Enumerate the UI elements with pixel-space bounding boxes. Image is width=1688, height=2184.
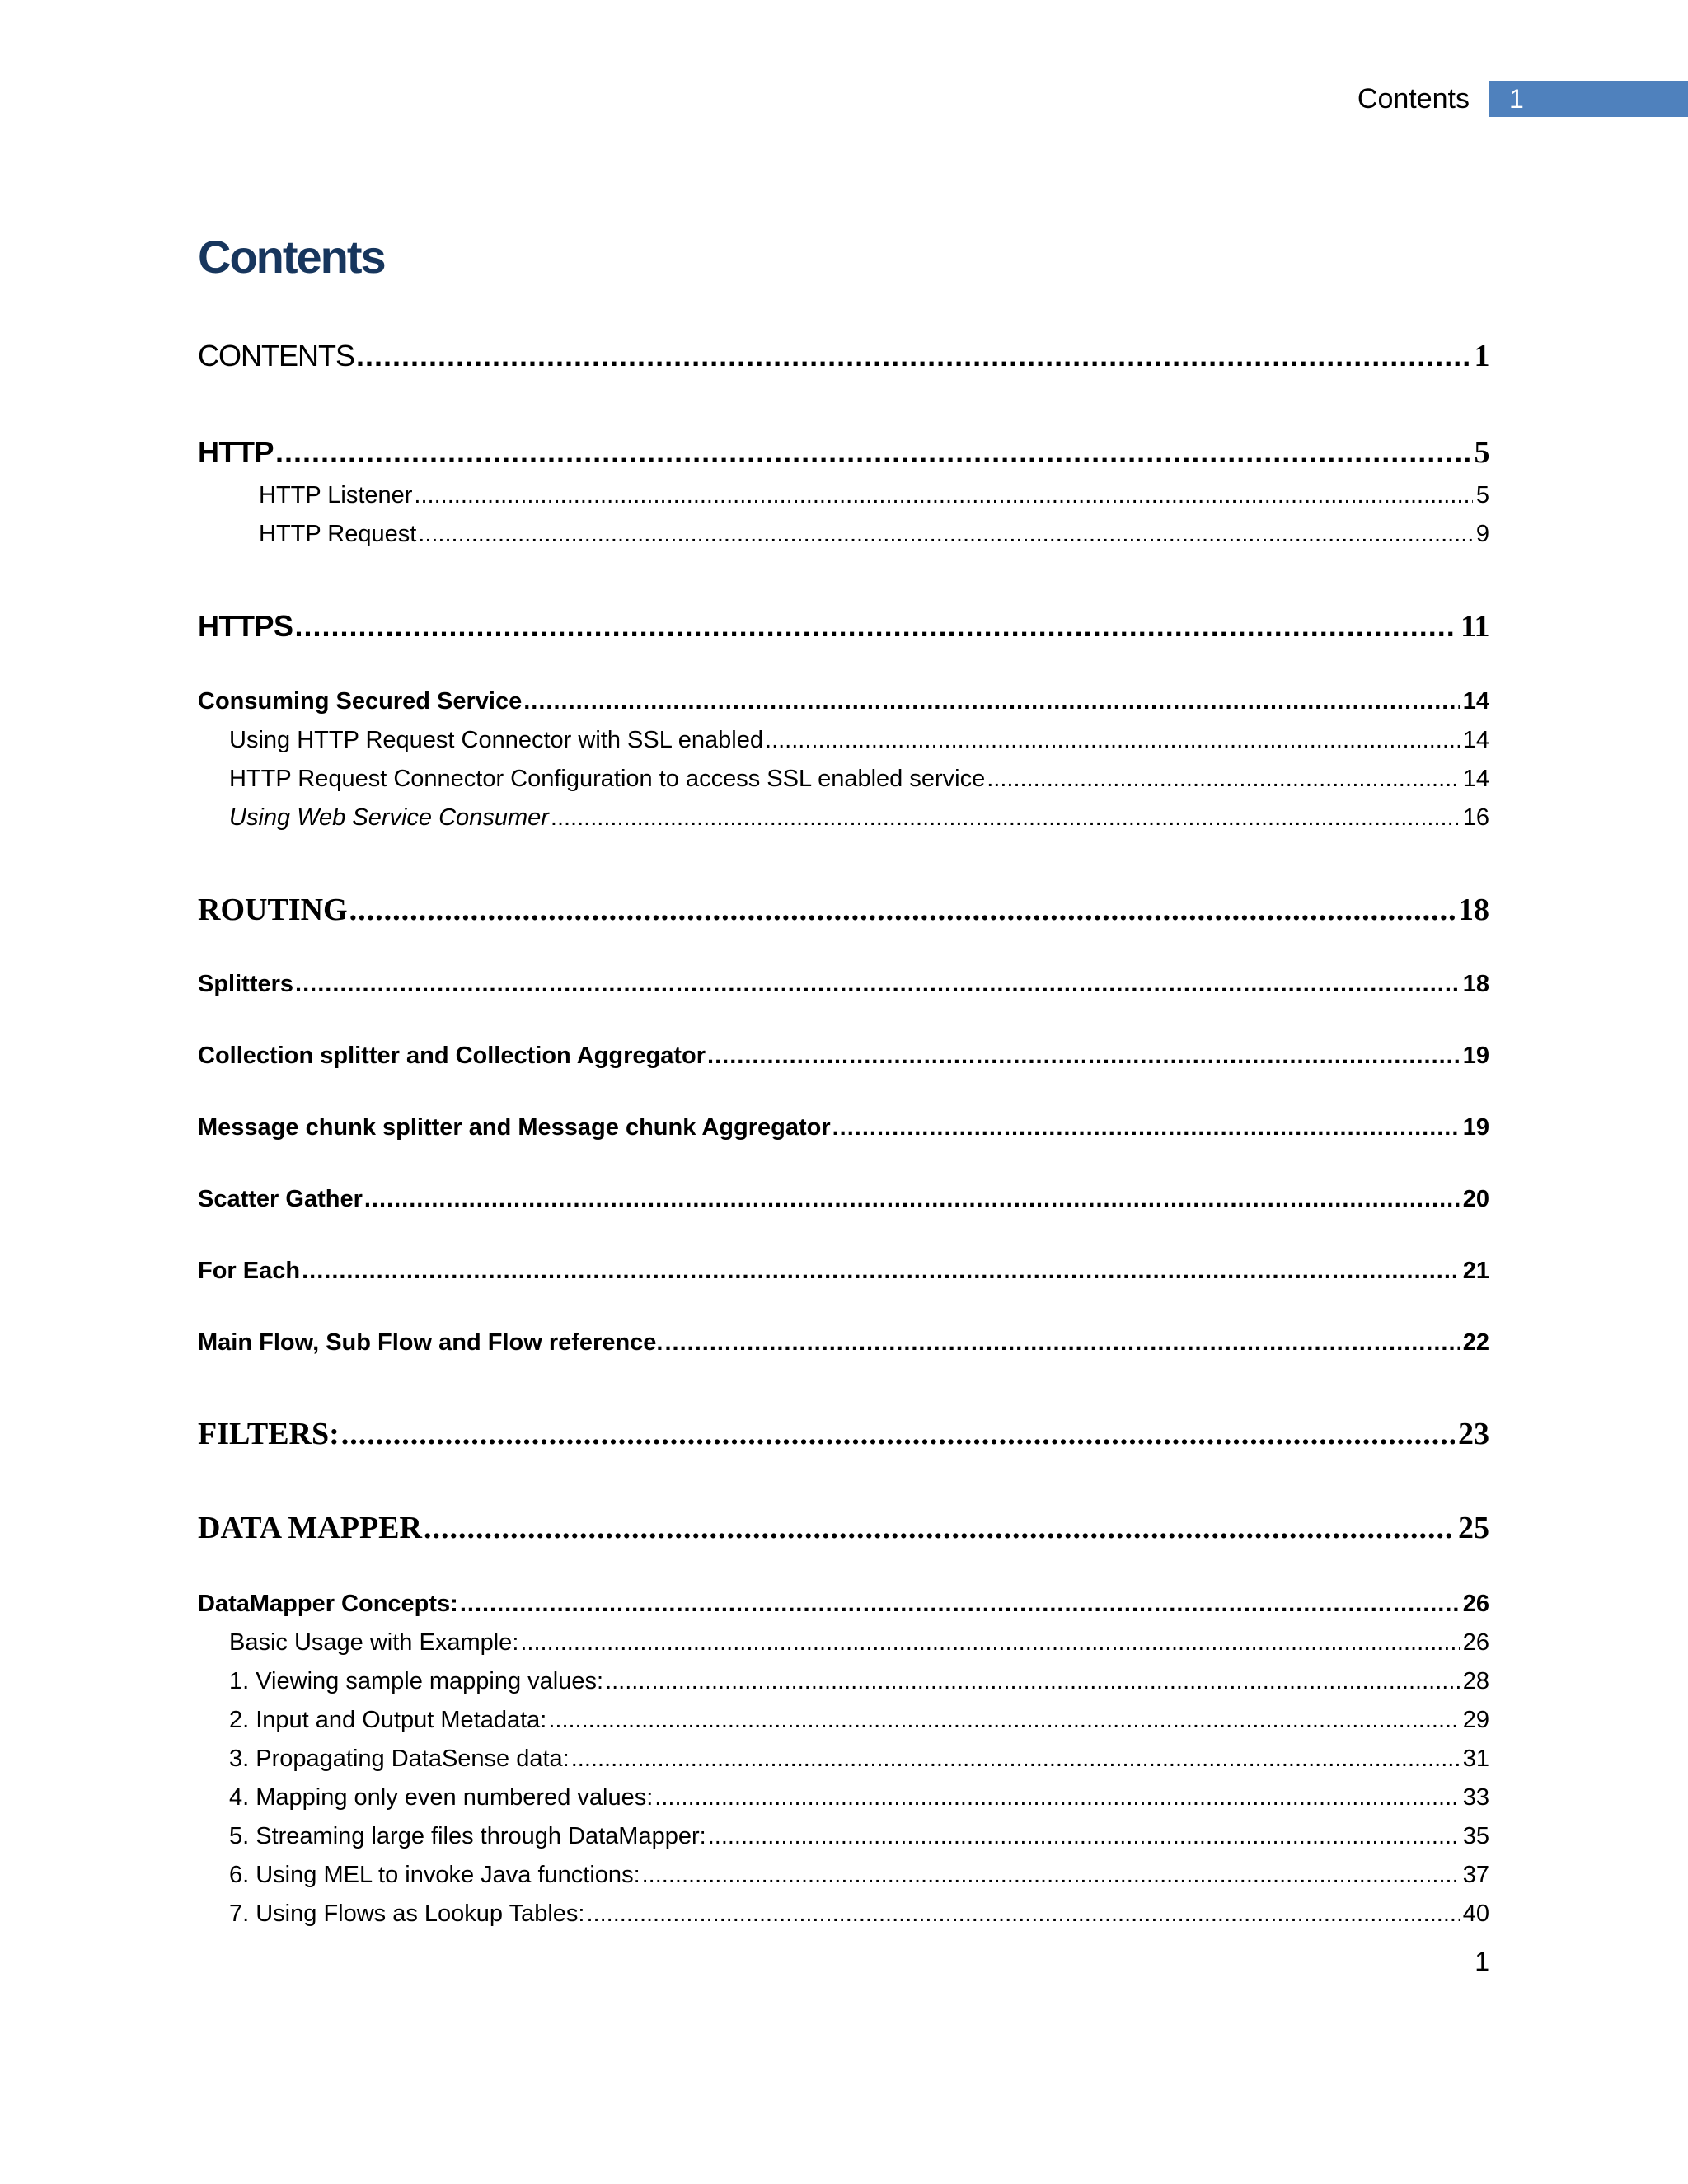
toc-entry-http-listener[interactable] — [259, 482, 1489, 509]
toc-entry-label: Main Flow, Sub Flow and Flow reference. — [198, 1329, 663, 1356]
dot-leader — [349, 892, 1455, 928]
toc-entry-page: 1 — [1474, 339, 1489, 373]
toc-entry-page: 21 — [1462, 1258, 1489, 1284]
toc-entry-label: HTTPS — [198, 609, 293, 643]
dot-leader — [707, 1043, 1460, 1070]
toc-entry-page: 35 — [1462, 1823, 1489, 1849]
toc-entry-page: 37 — [1462, 1862, 1489, 1888]
toc-entry-page: 28 — [1462, 1668, 1489, 1694]
toc-entry-consuming-secured-service[interactable] — [198, 688, 1489, 715]
dot-leader — [571, 1746, 1460, 1773]
toc-entry-label: DATA MAPPER — [198, 1511, 422, 1545]
toc-entry-page: 26 — [1462, 1591, 1489, 1617]
toc-entry-datamapper-concepts[interactable] — [198, 1591, 1489, 1618]
toc-entry-label: 7. Using Flows as Lookup Tables: — [229, 1900, 585, 1927]
toc-entry-scatter-gather[interactable] — [198, 1186, 1489, 1213]
toc-entry-label: For Each — [198, 1258, 301, 1284]
header-page-number: 1 — [1489, 81, 1688, 117]
dot-leader — [295, 971, 1460, 998]
toc-entry-contents[interactable] — [198, 338, 1489, 374]
toc-entry-page: 33 — [1462, 1784, 1489, 1811]
toc-entry-page: 9 — [1475, 521, 1489, 547]
dot-leader — [364, 1186, 1460, 1213]
toc-entry-basic-usage[interactable] — [229, 1629, 1489, 1657]
dot-leader — [605, 1668, 1460, 1695]
toc-entry-label: HTTP Listener — [259, 482, 413, 509]
toc-entry-page: 5 — [1475, 482, 1489, 509]
dot-leader — [642, 1862, 1460, 1889]
dot-leader — [520, 1629, 1459, 1657]
toc-entry-page: 20 — [1462, 1186, 1489, 1212]
running-header — [1357, 81, 1688, 117]
toc-entry-data-mapper[interactable] — [198, 1510, 1489, 1546]
toc-entry-splitters[interactable] — [198, 971, 1489, 998]
toc-entry-page: 29 — [1462, 1707, 1489, 1733]
toc-entry-streaming-large-files[interactable] — [229, 1823, 1489, 1850]
toc-entry-page: 25 — [1458, 1511, 1489, 1545]
dot-leader — [654, 1784, 1459, 1811]
dot-leader — [302, 1258, 1460, 1285]
toc-entry-label: Collection splitter and Collection Aggregator — [198, 1043, 706, 1069]
toc-entry-label: ROUTING — [198, 893, 348, 927]
dot-leader — [708, 1823, 1460, 1850]
toc-entry-page: 14 — [1462, 688, 1489, 715]
toc-entry-page: 23 — [1458, 1417, 1489, 1451]
page-title: Contents — [198, 231, 385, 283]
toc-entry-page: 31 — [1462, 1746, 1489, 1772]
toc-entry-label: HTTP — [198, 435, 274, 469]
toc-entry-http-request-ssl[interactable] — [229, 727, 1489, 754]
toc-entry-page: 18 — [1458, 893, 1489, 927]
toc-entry-message-chunk-splitter[interactable] — [198, 1114, 1489, 1141]
toc-entry-page: 19 — [1462, 1114, 1489, 1141]
dot-leader — [356, 339, 1471, 373]
toc-entry-input-output-metadata[interactable] — [229, 1707, 1489, 1734]
toc-entry-page: 11 — [1461, 609, 1489, 644]
toc-entry-page: 22 — [1462, 1329, 1489, 1356]
toc-entry-page: 19 — [1462, 1043, 1489, 1069]
toc-entry-label: 4. Mapping only even numbered values: — [229, 1784, 654, 1811]
toc-entry-collection-splitter[interactable] — [198, 1043, 1489, 1070]
toc-entry-page: 5 — [1474, 435, 1489, 470]
dot-leader — [664, 1329, 1459, 1357]
toc-entry-routing[interactable] — [198, 892, 1489, 928]
toc-entry-main-flow[interactable] — [198, 1329, 1489, 1357]
toc-entry-label: Using HTTP Request Connector with SSL enabled — [229, 727, 764, 753]
toc-entry-page: 18 — [1462, 971, 1489, 997]
toc-entry-label: DataMapper Concepts: — [198, 1591, 458, 1617]
header-title: Contents — [1357, 83, 1470, 115]
toc-entry-page: 14 — [1462, 766, 1489, 792]
dot-leader — [548, 1707, 1459, 1734]
toc-entry-label: HTTP Request Connector Configuration to access SSL enabled service — [229, 766, 986, 792]
dot-leader — [275, 435, 1471, 470]
toc-entry-filters[interactable] — [198, 1416, 1489, 1452]
toc-entry-page: 26 — [1462, 1629, 1489, 1656]
toc-entry-label: 2. Input and Output Metadata: — [229, 1707, 547, 1733]
toc-entry-using-mel[interactable] — [229, 1862, 1489, 1889]
dot-leader — [832, 1114, 1460, 1141]
dot-leader — [460, 1591, 1460, 1618]
dot-leader — [523, 688, 1459, 715]
toc-entry-label: 3. Propagating DataSense data: — [229, 1746, 570, 1772]
toc-entry-page: 16 — [1462, 804, 1489, 831]
dot-leader — [987, 766, 1460, 793]
dot-leader — [551, 804, 1460, 832]
toc-entry-flows-lookup-tables[interactable] — [229, 1900, 1489, 1928]
toc-entry-http-request-ssl-config[interactable] — [229, 766, 1489, 793]
toc-entry-label: HTTP Request — [259, 521, 417, 547]
toc-entry-for-each[interactable] — [198, 1258, 1489, 1285]
toc-entry-label: 5. Streaming large files through DataMapper: — [229, 1823, 706, 1849]
dot-leader — [765, 727, 1460, 754]
footer-page-number: 1 — [1475, 1947, 1489, 1976]
dot-leader — [418, 521, 1473, 548]
toc-entry-label: 1. Viewing sample mapping values: — [229, 1668, 604, 1694]
toc-entry-propagating-datasense[interactable] — [229, 1746, 1489, 1773]
toc-entry-label: Scatter Gather — [198, 1186, 363, 1212]
toc-entry-page: 40 — [1462, 1900, 1489, 1927]
dot-leader — [341, 1416, 1455, 1452]
toc-entry-web-service-consumer[interactable] — [229, 804, 1489, 832]
toc-entry-label: FILTERS: — [198, 1417, 340, 1451]
toc-entry-https[interactable] — [198, 608, 1489, 644]
toc-entry-label: Splitters — [198, 971, 294, 997]
toc-entry-page: 14 — [1462, 727, 1489, 753]
toc-entry-label: Basic Usage with Example: — [229, 1629, 519, 1656]
dot-leader — [586, 1900, 1459, 1928]
dot-leader — [414, 482, 1472, 509]
toc-entry-http[interactable] — [198, 434, 1489, 471]
dot-leader — [424, 1510, 1455, 1546]
toc-entry-http-request[interactable] — [259, 521, 1489, 548]
toc-entry-label: Consuming Secured Service — [198, 688, 523, 715]
dot-leader — [295, 609, 1458, 644]
toc-entry-label: CONTENTS — [198, 339, 354, 373]
toc-entry-mapping-even[interactable] — [229, 1784, 1489, 1811]
toc-entry-label: Message chunk splitter and Message chunk Aggregator — [198, 1114, 831, 1141]
toc-entry-label: 6. Using MEL to invoke Java functions: — [229, 1862, 640, 1888]
toc-entry-viewing-sample[interactable] — [229, 1668, 1489, 1695]
toc-entry-label: Using Web Service Consumer — [229, 804, 549, 831]
